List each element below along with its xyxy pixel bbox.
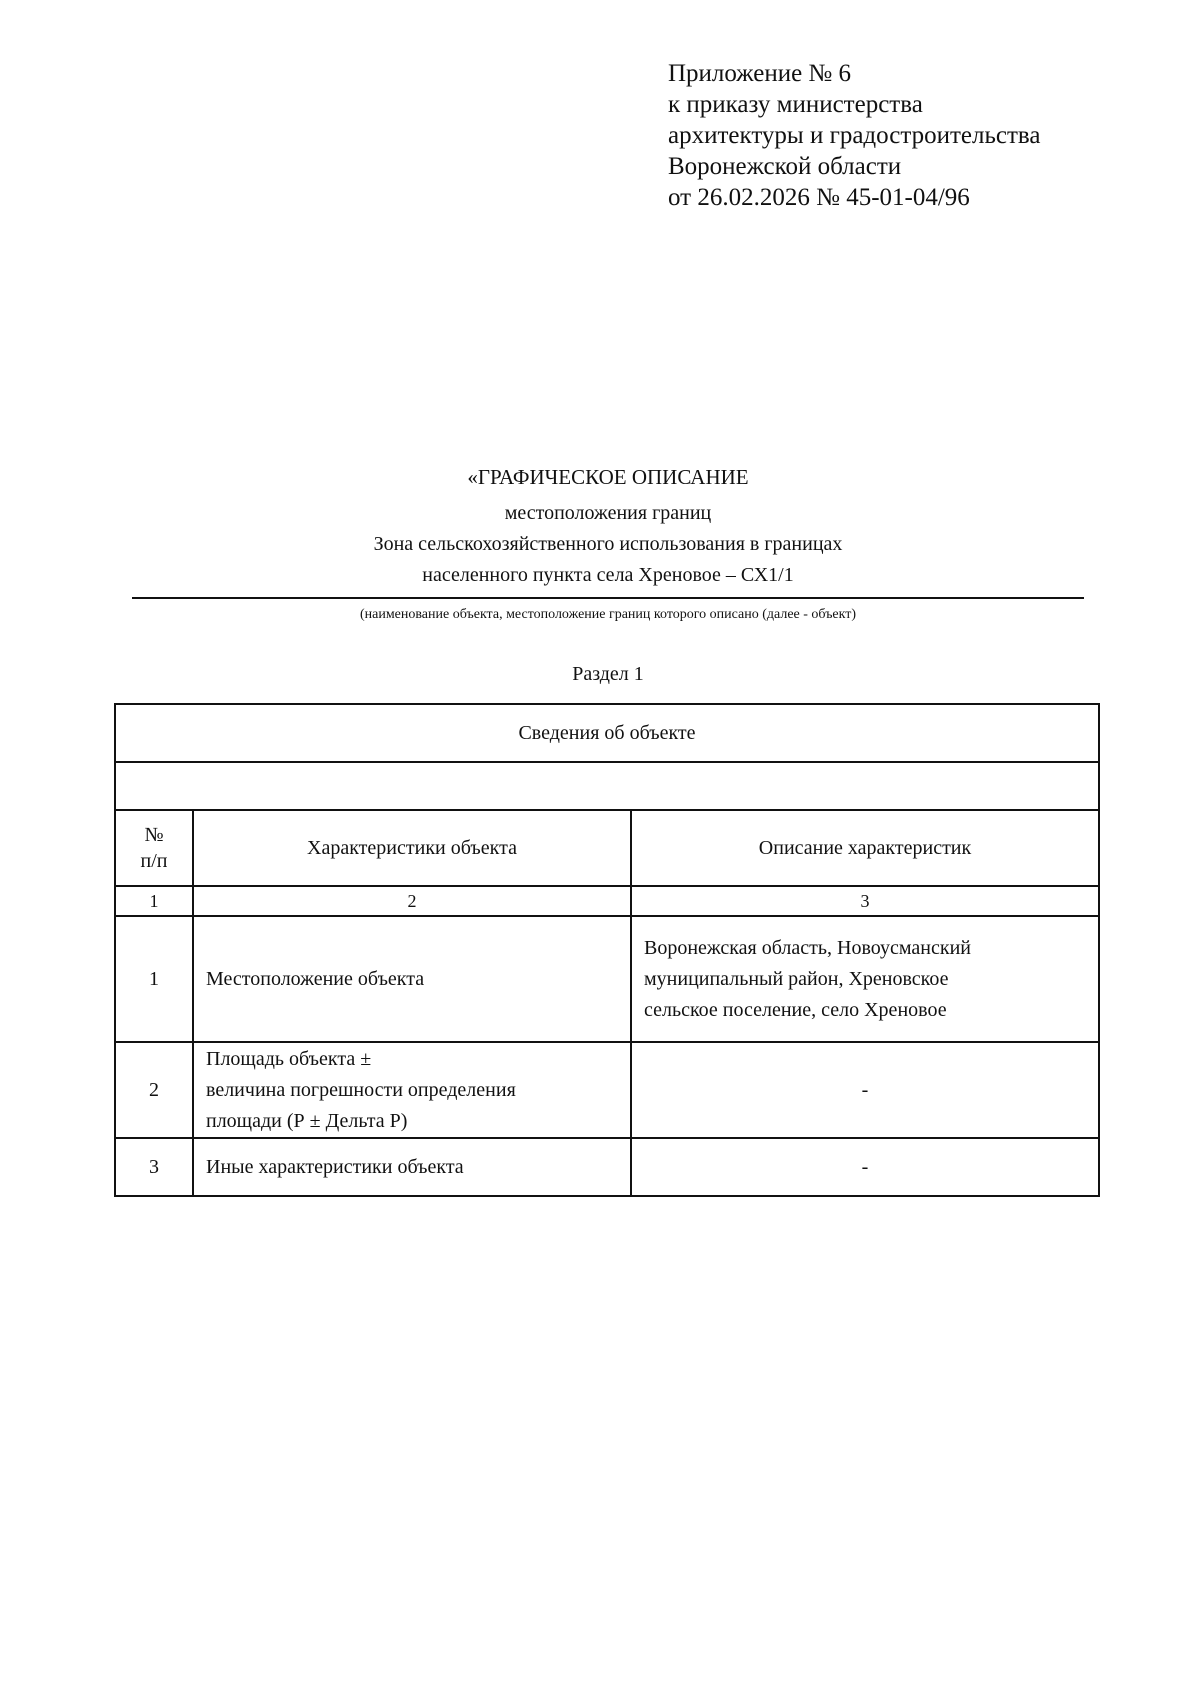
appendix-line: Воронежской области xyxy=(668,153,902,180)
row-number: 3 xyxy=(115,1138,193,1196)
table-row xyxy=(115,1042,1099,1138)
object-caption: (наименование объекта, местоположение границ которого описано (далее - объект) xyxy=(359,607,857,622)
title-line: Зона сельскохозяйственного использования в границах xyxy=(373,533,843,555)
title-line: местоположения границ xyxy=(504,502,712,524)
characteristic-line: величина погрешности определения xyxy=(206,1078,516,1101)
column-header-characteristic: Характеристики объекта xyxy=(193,810,631,886)
title-underline xyxy=(132,597,1084,599)
row-characteristic: Местоположение объекта xyxy=(193,916,631,1042)
appendix-reference xyxy=(668,58,1040,213)
row-characteristic xyxy=(193,1042,631,1138)
description-line: Воронежская область, Новоусманский xyxy=(644,936,971,959)
column-index: 1 xyxy=(115,886,193,916)
row-number: 1 xyxy=(115,916,193,1042)
appendix-line: Приложение № 6 xyxy=(668,60,852,87)
description-line: сельское поселение, село Хреновое xyxy=(644,998,947,1021)
title-line: населенного пункта села Хреновое – СХ1/1 xyxy=(422,564,794,586)
appendix-line: от 26.02.2026 № 45-01-04/96 xyxy=(668,184,970,211)
row-characteristic: Иные характеристики объекта xyxy=(193,1138,631,1196)
column-header-number-line: п/п xyxy=(140,850,168,872)
column-header-number xyxy=(115,810,193,886)
document-title-block xyxy=(132,462,1084,625)
characteristic-line: площади (Р ± Дельта Р) xyxy=(206,1109,408,1132)
table-header-row xyxy=(115,704,1099,762)
row-description: - xyxy=(631,1138,1099,1196)
appendix-line: к приказу министерства xyxy=(668,91,923,118)
appendix-line: архитектуры и градостроительства xyxy=(668,122,1041,149)
table-header: Сведения об объекте xyxy=(115,704,1099,762)
empty-cell xyxy=(115,762,1099,810)
table-row xyxy=(115,916,1099,1042)
table-row xyxy=(115,1138,1099,1196)
row-description xyxy=(631,916,1099,1042)
section-label: Раздел 1 xyxy=(572,663,644,685)
row-description: - xyxy=(631,1042,1099,1138)
row-number: 2 xyxy=(115,1042,193,1138)
description-line: муниципальный район, Хреновское xyxy=(644,967,949,990)
table-empty-row xyxy=(115,762,1099,810)
column-header-number-line: № xyxy=(144,824,164,846)
column-header-description: Описание характеристик xyxy=(631,810,1099,886)
document-title: «ГРАФИЧЕСКОЕ ОПИСАНИЕ xyxy=(467,465,749,489)
column-index: 2 xyxy=(193,886,631,916)
object-info-table xyxy=(114,703,1100,1197)
column-index-row xyxy=(115,886,1099,916)
characteristic-line: Площадь объекта ± xyxy=(206,1047,372,1070)
column-index: 3 xyxy=(631,886,1099,916)
column-header-row xyxy=(115,810,1099,886)
